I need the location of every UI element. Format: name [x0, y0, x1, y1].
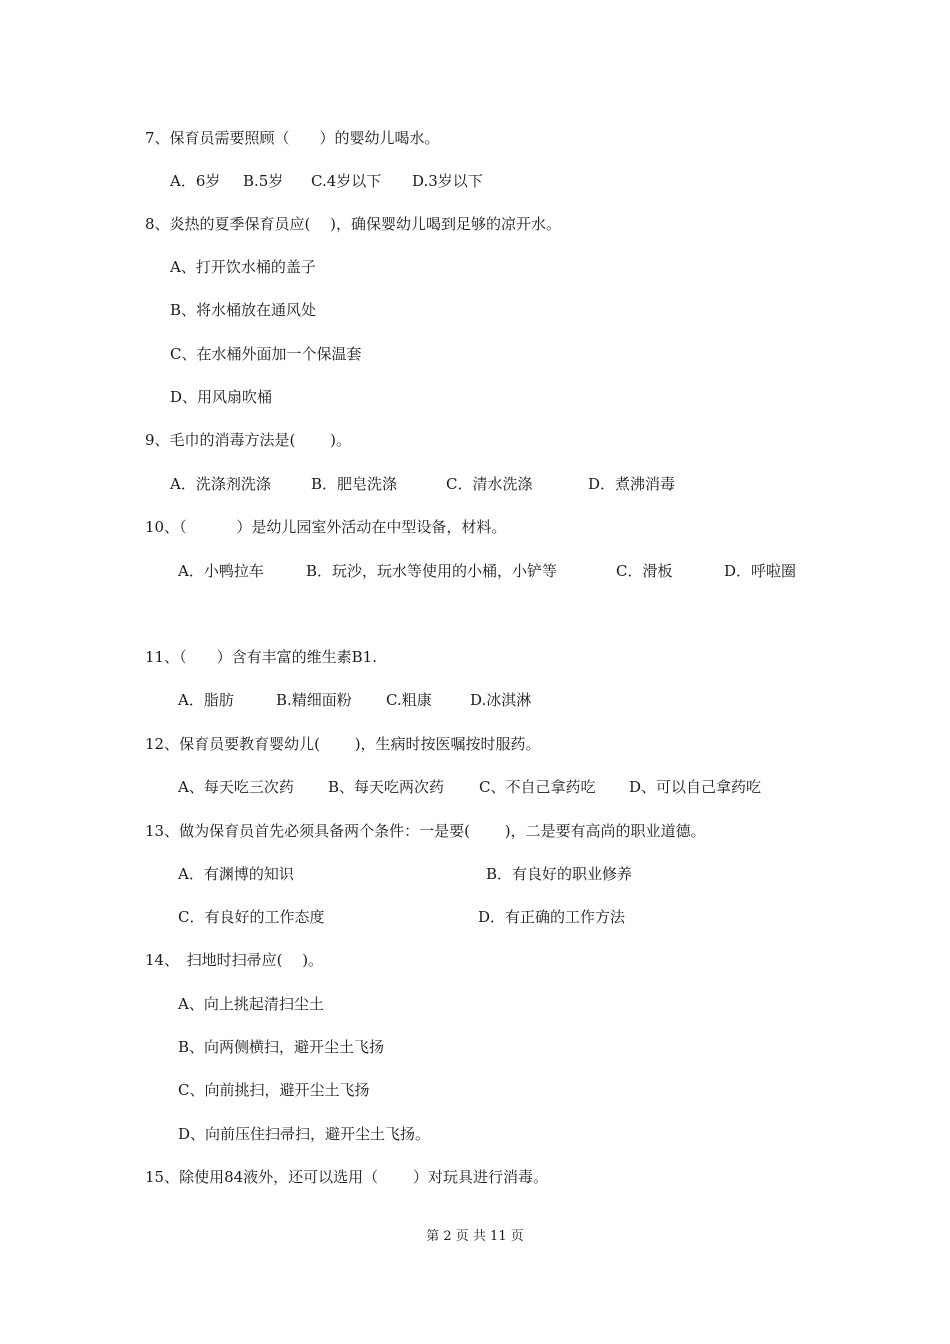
question-8-option-d: D、用风扇吹桶: [170, 388, 273, 406]
question-9-option-b: B．肥皂洗涤: [311, 475, 398, 493]
question-7-option-d: D.3岁以下: [412, 172, 483, 190]
question-13-option-d: D．有正确的工作方法: [478, 908, 626, 926]
question-12-option-d: D、可以自己拿药吃: [629, 778, 762, 796]
question-7-option-b: B.5岁: [243, 172, 284, 190]
question-9-option-c: C．清水洗涤: [446, 475, 533, 493]
question-11-stem: 11、（ ）含有丰富的维生素B1.: [145, 648, 377, 666]
question-10-option-d: D．呼啦圈: [724, 562, 797, 580]
question-14-stem: 14、 扫地时扫帚应( )。: [145, 951, 324, 969]
question-8-option-c: C、在水桶外面加一个保温套: [170, 345, 362, 363]
question-12-option-b: B、每天吃两次药: [328, 778, 445, 796]
question-8-option-b: B、将水桶放在通风处: [170, 301, 317, 319]
question-13-option-a: A．有渊博的知识: [178, 865, 294, 883]
question-14-option-a: A、向上挑起清扫尘土: [178, 995, 324, 1013]
question-15-stem: 15、除使用84液外，还可以选用（ ）对玩具进行消毒。: [145, 1168, 548, 1186]
question-12-option-c: C、不自己拿药吃: [479, 778, 596, 796]
question-14-option-c: C、向前挑扫，避开尘土飞扬: [178, 1081, 370, 1099]
page-footer: [0, 1228, 950, 1246]
question-13-option-b: B．有良好的职业修养: [486, 865, 633, 883]
question-12-option-a: A、每天吃三次药: [178, 778, 294, 796]
question-11-option-b: B.精细面粉: [276, 691, 352, 709]
question-11-option-d: D.冰淇淋: [470, 691, 532, 709]
question-7-option-a: A．6岁: [170, 172, 221, 190]
question-10-option-b: B．玩沙，玩水等使用的小桶，小铲等: [306, 562, 558, 580]
question-10-stem: 10、（ ）是幼儿园室外活动在中型设备，材料。: [145, 518, 507, 536]
question-12-stem: 12、保育员要教育婴幼儿( )，生病时按医嘱按时服药。: [145, 735, 541, 753]
question-8-stem: 8、炎热的夏季保育员应( )，确保婴幼儿喝到足够的凉开水。: [145, 215, 562, 233]
question-10-option-c: C．滑板: [616, 562, 673, 580]
question-9-option-a: A．洗涤剂洗涤: [170, 475, 271, 493]
question-13-option-c: C．有良好的工作态度: [178, 908, 325, 926]
question-9-option-d: D．煮沸消毒: [588, 475, 676, 493]
question-11-option-c: C.粗康: [386, 691, 432, 709]
question-9-stem: 9、毛巾的消毒方法是( )。: [145, 431, 352, 449]
question-14-option-b: B、向两侧横扫，避开尘土飞扬: [178, 1038, 385, 1056]
question-14-option-d: D、向前压住扫帚扫，避开尘土飞扬。: [178, 1125, 431, 1143]
question-7-option-c: C.4岁以下: [311, 172, 382, 190]
question-8-option-a: A、打开饮水桶的盖子: [170, 258, 316, 276]
question-11-option-a: A．脂肪: [178, 691, 234, 709]
question-13-stem: 13、做为保育员首先必须具备两个条件：一是要( )，二是要有高尚的职业道德。: [145, 822, 706, 840]
question-10-option-a: A．小鸭拉车: [178, 562, 264, 580]
page-number-label: 第 2 页 共 11 页: [426, 1229, 524, 1244]
question-7-stem: 7、保育员需要照顾（ ）的婴幼儿喝水。: [145, 129, 440, 147]
